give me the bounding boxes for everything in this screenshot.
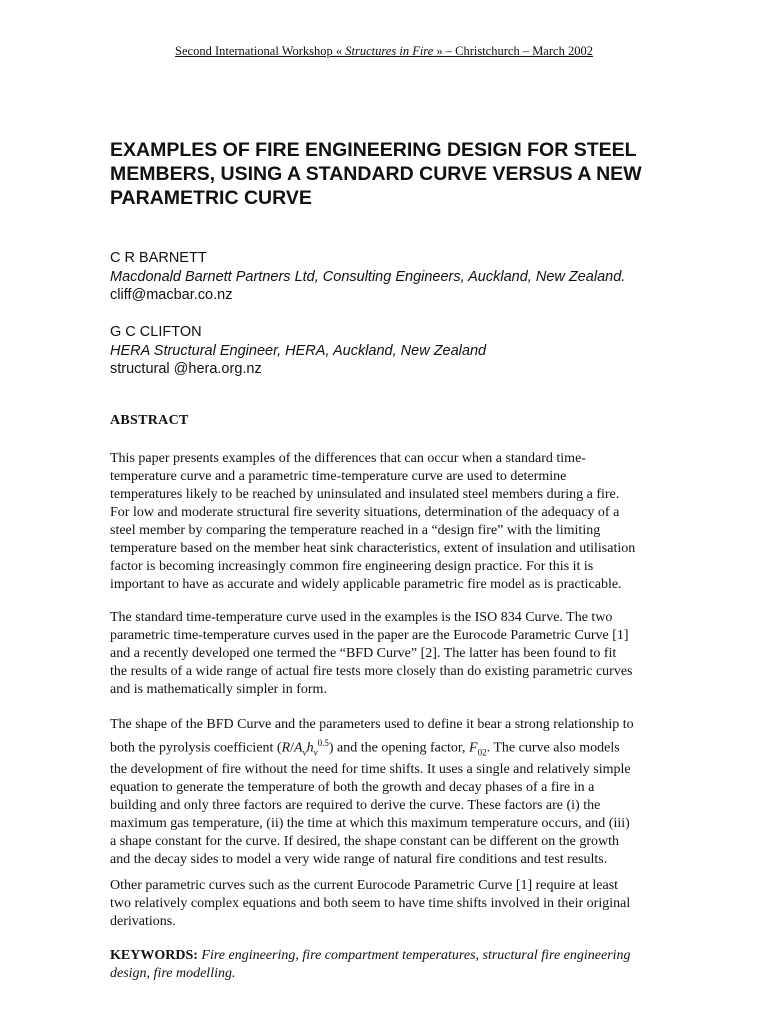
abstract-paragraph-1 bbox=[110, 450, 700, 594]
text-line: two relatively complex equations and both seem to have time shifts involved in their original bbox=[110, 896, 631, 911]
author-name: C R BARNETT bbox=[110, 250, 207, 266]
running-header bbox=[0, 44, 768, 59]
formula-symbol: / bbox=[290, 740, 295, 756]
keywords-text: Fire engineering, fire compartment temperatures, structural fire engineering bbox=[197, 948, 631, 963]
text-line: a shape constant for the curve. If desired, the shape constant can be different on the growth bbox=[110, 834, 619, 850]
workshop-name: Structures in Fire bbox=[345, 44, 434, 58]
text-line: important to have as accurate and widely applicable parametric fire model as is practicable. bbox=[110, 577, 622, 592]
title-line: PARAMETRIC CURVE bbox=[110, 187, 312, 209]
text-line: and the decay sides to model a very wide range of natural fire conditions and test results. bbox=[110, 852, 608, 868]
text-line: and is mathematically simpler in form. bbox=[110, 682, 327, 697]
text-line: For low and moderate structural fire severity situations, determination of the adequacy of a bbox=[110, 505, 620, 520]
author-name: G C CLIFTON bbox=[110, 324, 202, 340]
text-line: derivations. bbox=[110, 914, 176, 929]
text-fragment: both the pyrolysis coefficient ( bbox=[110, 740, 282, 756]
keywords-line bbox=[110, 947, 700, 965]
author-block-barnett bbox=[110, 249, 730, 305]
text-line: temperatures likely to be reached by uninsulated and insulated steel members during a fire. bbox=[110, 487, 620, 502]
abstract-paragraph-4 bbox=[110, 877, 700, 931]
header-prefix: Second International Workshop « bbox=[175, 44, 346, 58]
keywords-text: design, fire modelling. bbox=[110, 966, 236, 981]
abstract-heading: ABSTRACT bbox=[110, 413, 189, 428]
formula-symbol: R bbox=[281, 740, 291, 756]
formula-exponent: 0.5 bbox=[317, 738, 329, 748]
abstract-paragraph-2 bbox=[110, 609, 700, 699]
text-line: The standard time-temperature curve used in the examples is the ISO 834 Curve. The two bbox=[110, 610, 613, 625]
text-line: the development of fire without the need for time shifts. It uses a single and relatively simple bbox=[110, 762, 631, 778]
text-line: The shape of the BFD Curve and the parameters used to define it bear a strong relationship to bbox=[110, 717, 634, 732]
header-suffix: » – Christchurch – March 2002 bbox=[433, 44, 593, 58]
title-line: EXAMPLES OF FIRE ENGINEERING DESIGN FOR STEEL bbox=[110, 139, 637, 161]
text-line: Other parametric curves such as the current Eurocode Parametric Curve [1] require at least bbox=[110, 878, 619, 893]
text-line: factor is becoming increasingly common fire engineering design practice. For this it is bbox=[110, 559, 594, 574]
author-affiliation: Macdonald Barnett Partners Ltd, Consulting Engineers, Auckland, New Zealand. bbox=[110, 268, 626, 285]
text-line: parametric time-temperature curves used in the paper are the Eurocode Parametric Curve [1] bbox=[110, 628, 629, 643]
formula-subscript: 02 bbox=[477, 747, 487, 758]
text-line: the results of a wide range of actual fire tests more closely than do existing parametric curves bbox=[110, 664, 633, 679]
text-line: building and only three factors are required to derive the curve. These factors are (i) the bbox=[110, 798, 601, 814]
formula-symbol: F bbox=[469, 740, 478, 756]
author-affiliation: HERA Structural Engineer, HERA, Auckland, New Zealand bbox=[110, 342, 487, 359]
keywords-label: KEYWORDS: bbox=[110, 948, 198, 963]
text-line: equation to generate the temperature of both the growth and decay phases of a fire in a bbox=[110, 780, 595, 796]
formula-subscript: v bbox=[313, 747, 318, 758]
text-fragment: . The curve also models bbox=[486, 740, 620, 756]
author-email: cliff@macbar.co.nz bbox=[110, 287, 233, 303]
author-block-clifton bbox=[110, 323, 730, 379]
text-line: This paper presents examples of the differences that can occur when a standard time- bbox=[110, 451, 586, 466]
text-fragment: ) and the opening factor, bbox=[328, 740, 470, 756]
text-line-formula bbox=[110, 734, 700, 761]
text-line: maximum gas temperature, (ii) the time at which this maximum temperature occurs, and (iii) bbox=[110, 816, 630, 832]
title-line: MEMBERS, USING A STANDARD CURVE VERSUS A NEW bbox=[110, 163, 642, 185]
formula-symbol: A bbox=[294, 740, 303, 756]
text-line: steel member by comparing the temperature reached in a “design fire” with the limiting bbox=[110, 523, 601, 538]
text-line: temperature curve and a parametric time-temperature curve are used to determine bbox=[110, 469, 567, 484]
text-line: and a recently developed one termed the “BFD Curve” [2]. The latter has been found to fit bbox=[110, 646, 617, 661]
formula-symbol: h bbox=[306, 740, 314, 756]
author-email: structural @hera.org.nz bbox=[110, 361, 262, 377]
text-line: temperature based on the member heat sink characteristics, extent of insulation and utilisation bbox=[110, 541, 636, 556]
keywords bbox=[110, 947, 700, 983]
abstract-paragraph-3 bbox=[110, 716, 700, 869]
formula-subscript: v bbox=[302, 747, 307, 758]
paper-title bbox=[110, 138, 710, 210]
